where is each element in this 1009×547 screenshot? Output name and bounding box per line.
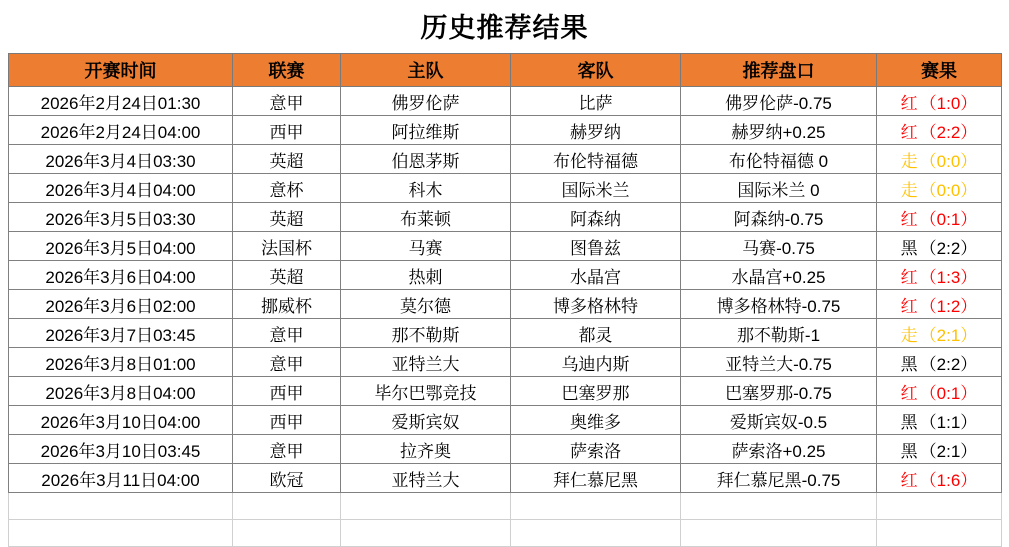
empty-cell (341, 493, 511, 520)
league-name: 挪威杯 (233, 290, 341, 319)
league-name: 英超 (233, 203, 341, 232)
column-header-recommended-handicap: 推荐盘口 (681, 54, 877, 87)
match-time: 2026年2月24日01:30 (9, 87, 233, 116)
away-team: 比萨 (511, 87, 681, 116)
result-score: （1:2） (919, 296, 978, 316)
table-row (9, 464, 1002, 493)
table-row (9, 406, 1002, 435)
table-row (9, 232, 1002, 261)
table-row (9, 435, 1002, 464)
empty-cell (233, 520, 341, 547)
recommended-handicap: 布伦特福德 0 (681, 145, 877, 174)
empty-cell (877, 520, 1002, 547)
away-team: 乌迪内斯 (511, 348, 681, 377)
match-result (877, 232, 1002, 261)
result-score: （1:1） (919, 412, 978, 432)
away-team: 水晶宫 (511, 261, 681, 290)
away-team: 赫罗纳 (511, 116, 681, 145)
empty-cell (341, 520, 511, 547)
result-score: （0:1） (919, 383, 978, 403)
recommended-handicap: 马赛-0.75 (681, 232, 877, 261)
empty-row (9, 493, 1002, 520)
empty-row (9, 520, 1002, 547)
recommended-handicap: 巴塞罗那-0.75 (681, 377, 877, 406)
match-result (877, 464, 1002, 493)
away-team: 都灵 (511, 319, 681, 348)
recommended-handicap: 萨索洛+0.25 (681, 435, 877, 464)
result-score: （0:0） (919, 180, 978, 200)
league-name: 英超 (233, 261, 341, 290)
table-header-row (9, 54, 1002, 87)
away-team: 萨索洛 (511, 435, 681, 464)
match-result (877, 435, 1002, 464)
page-title: 历史推荐结果 (420, 13, 589, 43)
results-table-container (0, 53, 1009, 547)
result-badge: 黑 (900, 354, 918, 374)
match-result (877, 406, 1002, 435)
away-team: 拜仁慕尼黑 (511, 464, 681, 493)
match-time: 2026年3月10日04:00 (9, 406, 233, 435)
table-row (9, 290, 1002, 319)
result-badge: 走 (900, 151, 918, 171)
recommended-handicap: 阿森纳-0.75 (681, 203, 877, 232)
match-result (877, 261, 1002, 290)
match-result (877, 203, 1002, 232)
home-team: 亚特兰大 (341, 348, 511, 377)
league-name: 意甲 (233, 435, 341, 464)
result-badge: 红 (900, 267, 918, 287)
recommended-handicap: 赫罗纳+0.25 (681, 116, 877, 145)
column-header-result: 赛果 (877, 54, 1002, 87)
empty-cell (511, 493, 681, 520)
home-team: 马赛 (341, 232, 511, 261)
result-badge: 黑 (900, 412, 918, 432)
away-team: 国际米兰 (511, 174, 681, 203)
result-badge: 红 (900, 296, 918, 316)
home-team: 毕尔巴鄂竞技 (341, 377, 511, 406)
result-score: （2:1） (919, 325, 978, 345)
result-badge: 黑 (900, 238, 918, 258)
table-row (9, 174, 1002, 203)
match-time: 2026年3月4日04:00 (9, 174, 233, 203)
history-results-table (8, 53, 1002, 547)
column-header-home-team: 主队 (341, 54, 511, 87)
match-result (877, 377, 1002, 406)
result-badge: 走 (900, 325, 918, 345)
match-time: 2026年3月11日04:00 (9, 464, 233, 493)
table-row (9, 116, 1002, 145)
recommended-handicap: 国际米兰 0 (681, 174, 877, 203)
match-time: 2026年3月8日04:00 (9, 377, 233, 406)
match-time: 2026年3月8日01:00 (9, 348, 233, 377)
home-team: 科木 (341, 174, 511, 203)
table-row (9, 261, 1002, 290)
league-name: 西甲 (233, 406, 341, 435)
away-team: 阿森纳 (511, 203, 681, 232)
match-time: 2026年2月24日04:00 (9, 116, 233, 145)
result-badge: 走 (900, 180, 918, 200)
match-result (877, 319, 1002, 348)
result-score: （2:2） (919, 238, 978, 258)
match-time: 2026年3月7日03:45 (9, 319, 233, 348)
home-team: 热刺 (341, 261, 511, 290)
empty-cell (877, 493, 1002, 520)
recommended-handicap: 那不勒斯-1 (681, 319, 877, 348)
result-score: （0:1） (919, 209, 978, 229)
home-team: 爱斯宾奴 (341, 406, 511, 435)
result-score: （2:2） (919, 354, 978, 374)
table-body (9, 87, 1002, 547)
recommended-handicap: 爱斯宾奴-0.5 (681, 406, 877, 435)
match-time: 2026年3月6日04:00 (9, 261, 233, 290)
empty-cell (511, 520, 681, 547)
empty-cell (233, 493, 341, 520)
table-row (9, 87, 1002, 116)
home-team: 阿拉维斯 (341, 116, 511, 145)
match-time: 2026年3月10日03:45 (9, 435, 233, 464)
column-header-time: 开赛时间 (9, 54, 233, 87)
match-time: 2026年3月5日04:00 (9, 232, 233, 261)
league-name: 法国杯 (233, 232, 341, 261)
recommended-handicap: 亚特兰大-0.75 (681, 348, 877, 377)
league-name: 西甲 (233, 116, 341, 145)
table-row (9, 319, 1002, 348)
home-team: 莫尔德 (341, 290, 511, 319)
league-name: 欧冠 (233, 464, 341, 493)
result-badge: 红 (900, 470, 918, 490)
empty-cell (9, 520, 233, 547)
result-badge: 红 (900, 93, 918, 113)
away-team: 巴塞罗那 (511, 377, 681, 406)
league-name: 意甲 (233, 348, 341, 377)
league-name: 意甲 (233, 87, 341, 116)
table-row (9, 145, 1002, 174)
result-score: （1:6） (919, 470, 978, 490)
match-result (877, 348, 1002, 377)
result-score: （2:1） (919, 441, 978, 461)
home-team: 亚特兰大 (341, 464, 511, 493)
result-badge: 红 (900, 383, 918, 403)
league-name: 西甲 (233, 377, 341, 406)
recommended-handicap: 佛罗伦萨-0.75 (681, 87, 877, 116)
column-header-away-team: 客队 (511, 54, 681, 87)
home-team: 那不勒斯 (341, 319, 511, 348)
table-row (9, 348, 1002, 377)
match-result (877, 290, 1002, 319)
match-result (877, 174, 1002, 203)
match-time: 2026年3月6日02:00 (9, 290, 233, 319)
home-team: 伯恩茅斯 (341, 145, 511, 174)
league-name: 英超 (233, 145, 341, 174)
result-badge: 红 (900, 209, 918, 229)
result-score: （1:0） (919, 93, 978, 113)
result-score: （0:0） (919, 151, 978, 171)
match-result (877, 87, 1002, 116)
empty-cell (681, 493, 877, 520)
home-team: 佛罗伦萨 (341, 87, 511, 116)
match-result (877, 116, 1002, 145)
away-team: 图鲁兹 (511, 232, 681, 261)
match-time: 2026年3月4日03:30 (9, 145, 233, 174)
recommended-handicap: 拜仁慕尼黑-0.75 (681, 464, 877, 493)
result-badge: 红 (900, 122, 918, 142)
empty-cell (681, 520, 877, 547)
match-result (877, 145, 1002, 174)
away-team: 奥维多 (511, 406, 681, 435)
home-team: 布莱顿 (341, 203, 511, 232)
away-team: 博多格林特 (511, 290, 681, 319)
league-name: 意杯 (233, 174, 341, 203)
recommended-handicap: 博多格林特-0.75 (681, 290, 877, 319)
recommended-handicap: 水晶宫+0.25 (681, 261, 877, 290)
result-score: （2:2） (919, 122, 978, 142)
match-time: 2026年3月5日03:30 (9, 203, 233, 232)
home-team: 拉齐奥 (341, 435, 511, 464)
result-badge: 黑 (900, 441, 918, 461)
league-name: 意甲 (233, 319, 341, 348)
table-row (9, 377, 1002, 406)
away-team: 布伦特福德 (511, 145, 681, 174)
empty-cell (9, 493, 233, 520)
table-row (9, 203, 1002, 232)
column-header-league: 联赛 (233, 54, 341, 87)
result-score: （1:3） (919, 267, 978, 287)
